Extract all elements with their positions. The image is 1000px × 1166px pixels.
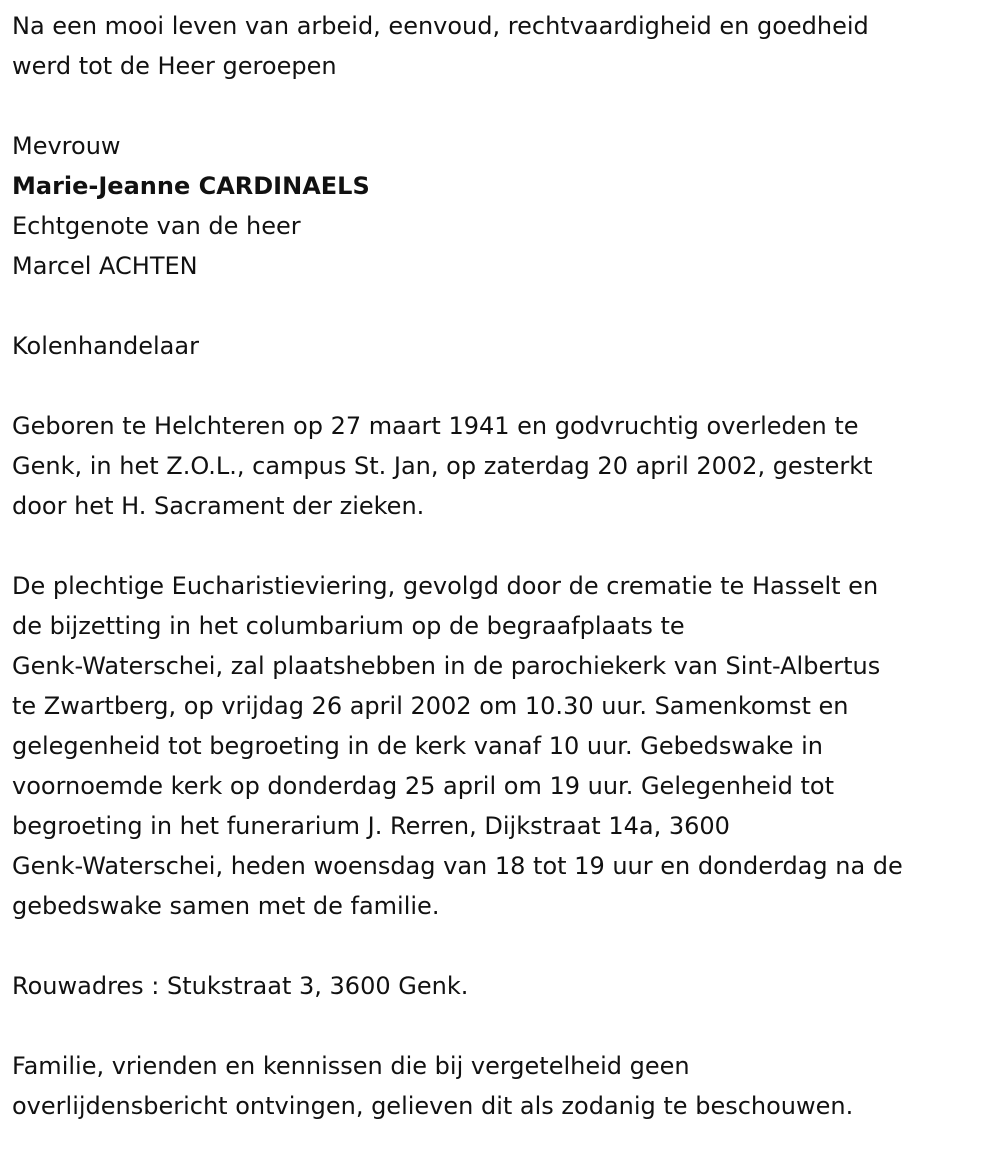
honorific: Mevrouw [12,132,121,160]
spacer [12,366,997,406]
spacer [12,286,997,326]
mourning-address: Rouwadres : Stukstraat 3, 3600 Genk. [12,972,469,1000]
spouse-line: Echtgenote van de heer [12,212,301,240]
obituary-notice [12,6,997,1126]
opening-text: Na een mooi leven van arbeid, eenvoud, rechtvaardigheid en goedheid werd tot de Heer geroepen [12,12,869,80]
spacer [12,926,997,966]
ceremony-paragraph: De plechtige Eucharistieviering, gevolgd door de crematie te Hasselt en de bijzetting in het columbarium op de begraafplaats te Genk-Waterschei, zal plaatshebben in de parochiekerk van Sint-Albertus te Zwartberg, op vrijdag 26 april 2002 om 10.30 uur. Samenkomst en gelegenheid tot begroeting in de kerk vanaf 10 uur. Gebedswake in voornoemde kerk op donderdag 25 april om 19 uur. Gelegenheid tot begroeting in het funerarium J. Rerren, Dijkstraat 14a, 3600 Genk-Waterschei, heden woensdag van 18 tot 19 uur en donderdag na de gebedswake samen met de familie. [12,572,903,920]
spacer [12,526,997,566]
spouse-name: Marcel ACHTEN [12,252,198,280]
spacer [12,86,997,126]
closing-paragraph: Familie, vrienden en kennissen die bij vergetelheid geen overlijdensbericht ontvingen, gelieven dit als zodanig te beschouwen. [12,1052,854,1120]
deceased-name: Marie-Jeanne CARDINAELS [12,172,370,200]
birth-death-paragraph: Geboren te Helchteren op 27 maart 1941 en godvruchtig overleden te Genk, in het Z.O.L., campus St. Jan, op zaterdag 20 april 2002, gesterkt door het H. Sacrament der zieken. [12,412,873,520]
spacer [12,1006,997,1046]
occupation: Kolenhandelaar [12,332,199,360]
